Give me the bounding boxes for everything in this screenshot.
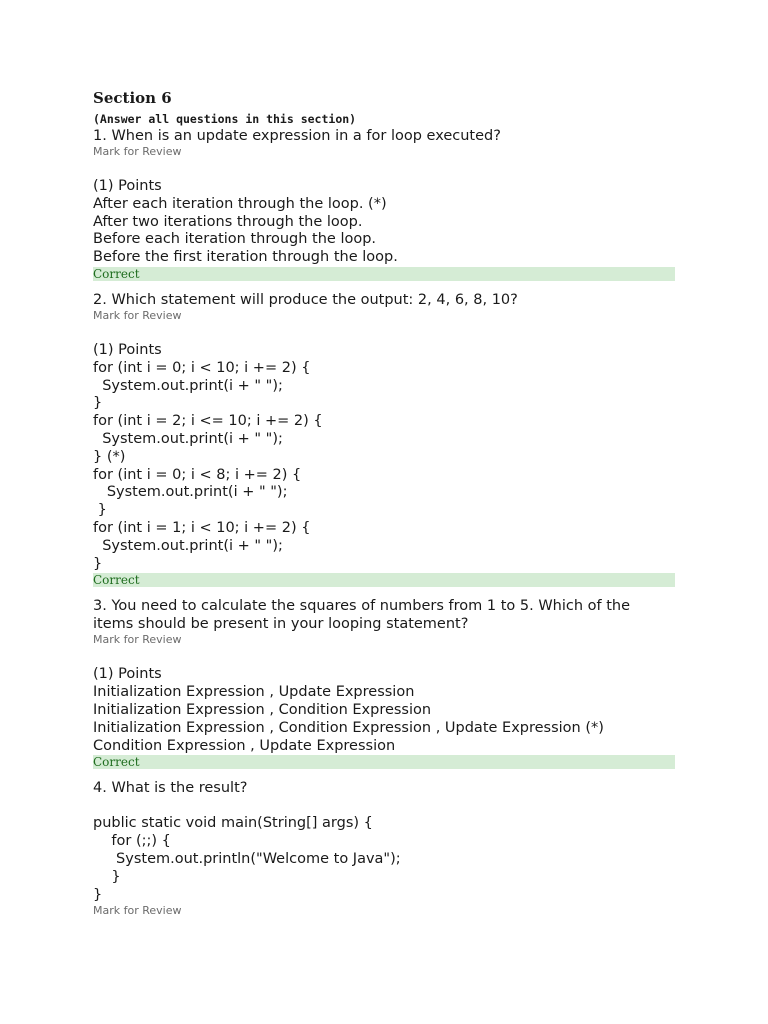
correct-feedback-bar: Correct xyxy=(93,267,675,281)
code-line: } xyxy=(93,395,103,412)
section-title: Section 6 xyxy=(93,89,172,107)
code-line: for (int i = 0; i < 10; i += 2) { xyxy=(93,359,311,376)
answer-option: After two iterations through the loop. xyxy=(93,213,363,230)
code-line: System.out.println("Welcome to Java"); xyxy=(93,850,401,867)
question-1-text: 1. When is an update expression in a for loop executed? xyxy=(93,128,501,144)
mark-for-review-link[interactable]: Mark for Review xyxy=(93,145,182,158)
correct-feedback-bar: Correct xyxy=(93,573,675,587)
question-2-text: 2. Which statement will produce the output: 2, 4, 6, 8, 10? xyxy=(93,291,518,308)
code-line: System.out.print(i + " "); xyxy=(93,377,283,394)
answer-option: Initialization Expression , Update Expression xyxy=(93,684,415,701)
section-instructions: (Answer all questions in this section) xyxy=(93,112,357,126)
question-1 xyxy=(93,127,675,281)
question-3-text-line-2: items should be present in your looping statement? xyxy=(93,616,469,633)
question-2 xyxy=(93,291,675,587)
code-line: } xyxy=(93,502,107,519)
question-3-text-line-1: 3. You need to calculate the squares of numbers from 1 to 5. Which of the xyxy=(93,598,631,615)
code-line: } (*) xyxy=(93,448,126,465)
answer-option: Initialization Expression , Condition Expression xyxy=(93,701,432,718)
spacer xyxy=(93,797,675,815)
code-line: System.out.print(i + " "); xyxy=(93,430,283,447)
correct-feedback-bar: Correct xyxy=(93,755,675,769)
answer-option: Before the first iteration through the loop. xyxy=(93,249,398,266)
answer-option: Condition Expression , Update Expression xyxy=(93,737,396,754)
answer-option: Before each iteration through the loop. xyxy=(93,231,377,248)
code-line: for (int i = 0; i < 8; i += 2) { xyxy=(93,466,302,483)
question-4-text: 4. What is the result? xyxy=(93,780,248,797)
answer-option: After each iteration through the loop. (*) xyxy=(93,195,387,212)
question-3 xyxy=(93,597,675,769)
mark-for-review-link[interactable]: Mark for Review xyxy=(93,633,182,647)
points-label: (1) Points xyxy=(93,178,162,194)
points-label: (1) Points xyxy=(93,341,162,358)
code-line: } xyxy=(93,886,103,903)
mark-for-review-link[interactable]: Mark for Review xyxy=(93,904,182,918)
code-line: } xyxy=(93,868,121,885)
code-line: for (int i = 1; i < 10; i += 2) { xyxy=(93,519,311,536)
code-line: System.out.print(i + " "); xyxy=(93,484,288,501)
points-label: (1) Points xyxy=(93,666,162,683)
code-line: System.out.print(i + " "); xyxy=(93,537,283,554)
quiz-content xyxy=(93,88,675,937)
mark-for-review-link[interactable]: Mark for Review xyxy=(93,308,182,322)
question-4 xyxy=(93,779,675,918)
code-line: public static void main(String[] args) { xyxy=(93,815,373,832)
code-line: } xyxy=(93,555,103,572)
answer-option: Initialization Expression , Condition Expression , Update Expression (*) xyxy=(93,719,604,736)
code-line: for (int i = 2; i <= 10; i += 2) { xyxy=(93,413,323,430)
code-line: for (;;) { xyxy=(93,833,171,850)
